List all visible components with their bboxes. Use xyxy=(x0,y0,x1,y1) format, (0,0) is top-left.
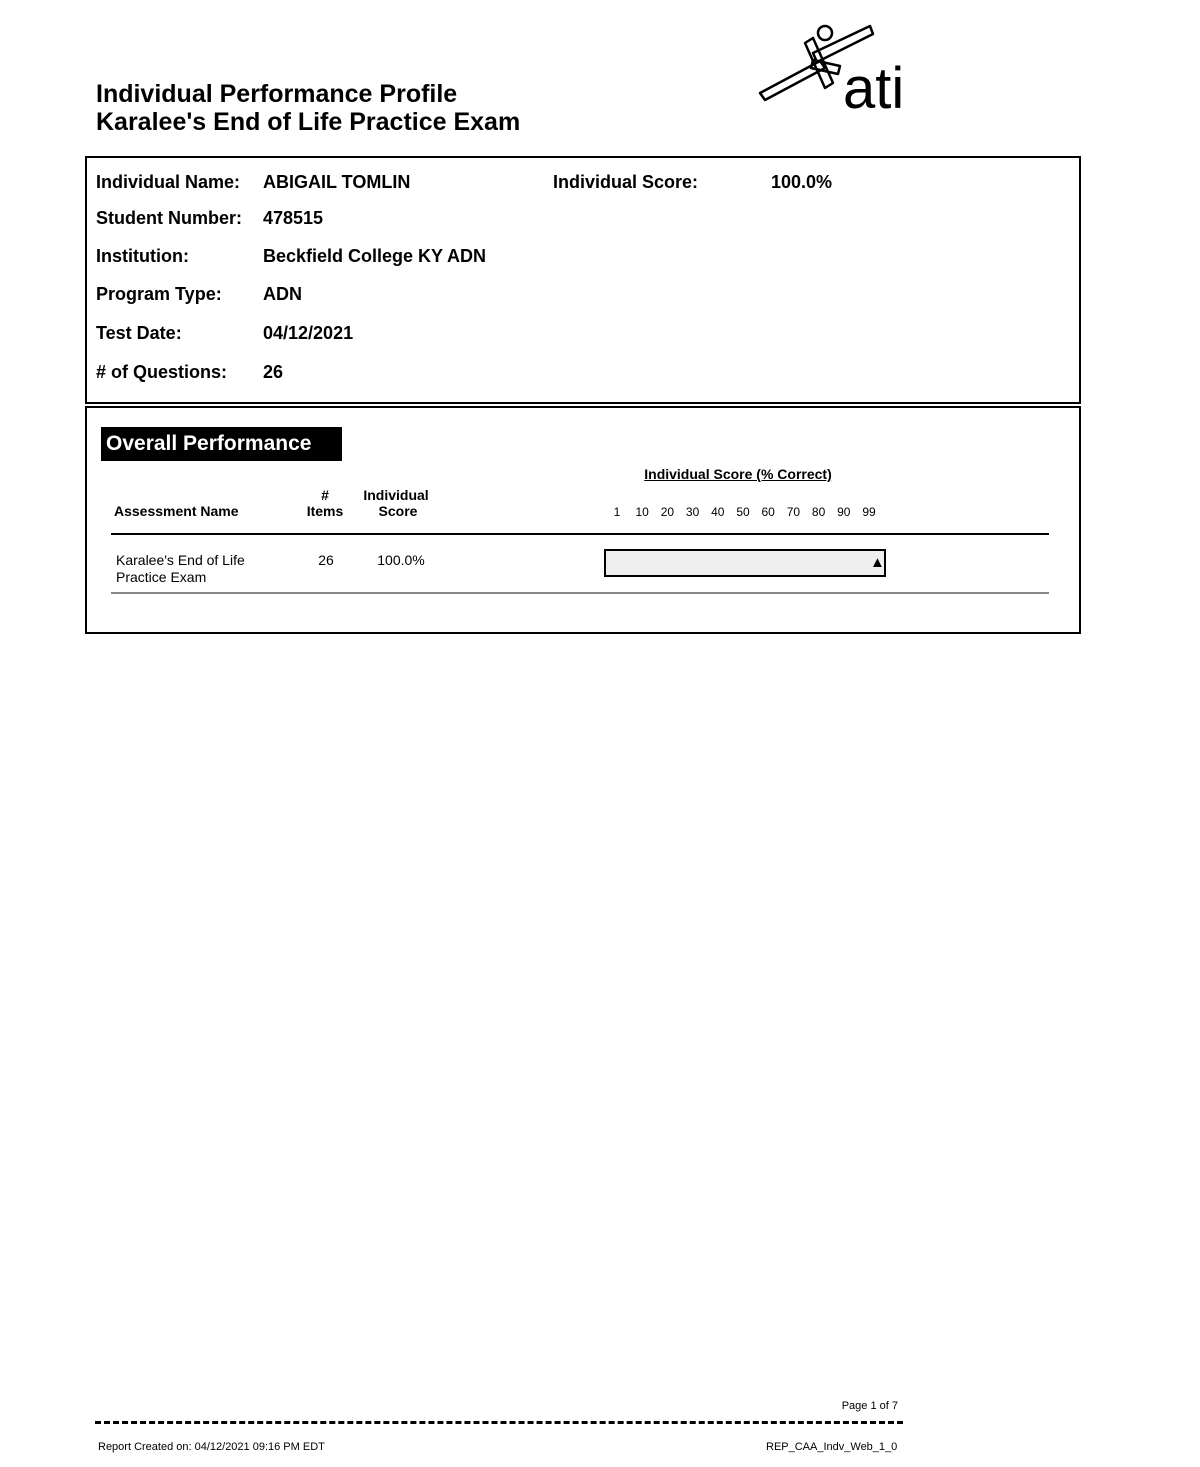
individual-score-label: Individual Score: xyxy=(553,172,699,192)
assessment-name-line2: Practice Exam xyxy=(116,569,207,585)
score-header-line1: Individual xyxy=(363,487,429,503)
overall-performance-heading: Overall Performance xyxy=(101,427,342,461)
scale-tick-label: 50 xyxy=(736,505,750,519)
logo-text: ati xyxy=(843,56,905,118)
individual-name-value: ABIGAIL TOMLIN xyxy=(263,172,411,192)
report-created-timestamp: Report Created on: 04/12/2021 09:16 PM EDT xyxy=(98,1441,325,1453)
student-number-value: 478515 xyxy=(263,208,324,228)
institution-value: Beckfield College KY ADN xyxy=(263,246,487,266)
student-info-panel xyxy=(85,156,1081,404)
program-type-label: Program Type: xyxy=(96,284,222,304)
score-scale-title: Individual Score (% Correct) xyxy=(644,466,832,482)
table-bottom-rule xyxy=(111,592,1049,594)
scale-tick-label: 70 xyxy=(786,505,801,519)
items-header-hash: # xyxy=(321,487,329,503)
scale-tick-label: 80 xyxy=(811,505,826,519)
test-date-value: 04/12/2021 xyxy=(263,323,354,343)
exam-title: Karalee's End of Life Practice Exam xyxy=(96,108,521,136)
scale-tick-label: 20 xyxy=(660,505,675,519)
footer-divider xyxy=(95,1421,903,1424)
scale-tick-label: 60 xyxy=(761,505,775,519)
assessment-name-line1: Karalee's End of Life xyxy=(116,552,245,568)
test-date-label: Test Date: xyxy=(96,323,182,343)
scale-tick-label: 40 xyxy=(711,505,725,519)
scale-tick-label: 10 xyxy=(635,505,649,519)
scale-tick-label: 99 xyxy=(862,505,876,519)
question-count-label: # of Questions: xyxy=(96,362,228,382)
student-number-label: Student Number: xyxy=(96,208,242,228)
assessment-items-count: 26 xyxy=(318,552,334,568)
ati-logo xyxy=(755,18,925,118)
scale-tick-label: 90 xyxy=(837,505,851,519)
scale-tick-label: 30 xyxy=(685,505,700,519)
assessment-score: 100.0% xyxy=(377,552,425,568)
institution-label: Institution: xyxy=(96,246,189,266)
individual-name-label: Individual Name: xyxy=(96,172,241,192)
assessment-name-header: Assessment Name xyxy=(114,503,239,519)
score-header-line2: Score xyxy=(378,503,418,519)
items-header-label: Items xyxy=(306,503,344,519)
score-range-bar xyxy=(604,549,886,577)
individual-score-value: 100.0% xyxy=(771,172,833,192)
report-id: REP_CAA_Indv_Web_1_0 xyxy=(766,1441,898,1453)
page-number: Page 1 of 7 xyxy=(841,1400,898,1412)
report-title: Individual Performance Profile xyxy=(96,80,458,108)
scale-tick-label: 1 xyxy=(613,505,621,519)
score-marker-icon: ▲ xyxy=(870,554,885,571)
table-divider xyxy=(111,533,1049,535)
program-type-value: ADN xyxy=(263,284,302,304)
question-count-value: 26 xyxy=(263,362,284,382)
